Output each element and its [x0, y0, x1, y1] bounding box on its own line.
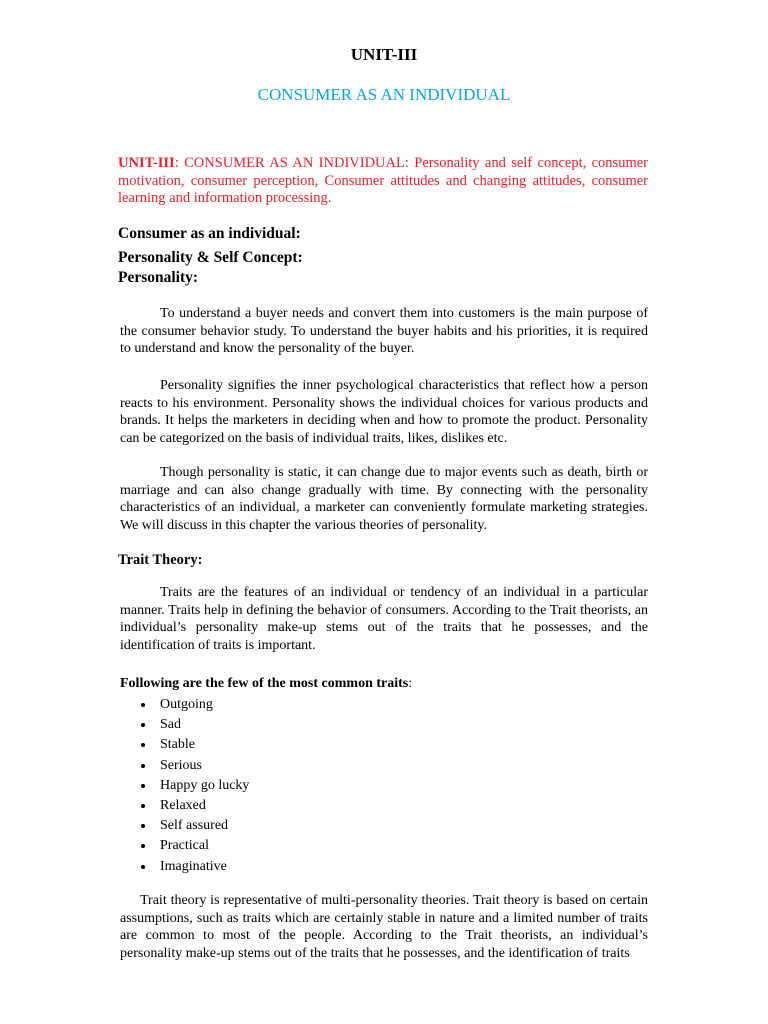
list-item: Self assured — [140, 816, 249, 836]
paragraph-traits-definition: Traits are the features of an individual or tendency of an individual in a particular manner. Traits help in defining the behavior of consumers. According to the Trait theorists, an individual’s personality make-up stems out of the traits that he possesses, and the identification of traits is important. — [120, 585, 648, 653]
heading-trait-theory: Trait Theory: — [118, 552, 203, 568]
unit-subtitle: CONSUMER AS AN INDIVIDUAL — [257, 85, 511, 104]
traits-intro-text: Following are the few of the most common traits — [120, 676, 409, 691]
paragraph-trait-theory-assumptions: Trait theory is representative of multi-personality theories. Trait theory is based on certain assumptions, such as traits which are certainly stable in nature and a limited number of traits are common to most of the people. According to the Trait theorists, an individual’s personality make-up stems out of the traits that he possesses, and the identification of traits — [120, 893, 648, 961]
paragraph-personality-definition: Personality signifies the inner psychological characteristics that reflect how a person reacts to his environment. Personality shows the individual choices for various products and brands. It helps the marketers in deciding when and how to promote the product. Personality can be categorized on the basis of individual traits, likes, dislikes etc. — [120, 378, 648, 446]
list-item: Practical — [140, 836, 249, 856]
traits-intro — [120, 676, 412, 692]
list-item: Serious — [140, 756, 249, 776]
unit-heading: UNIT-III — [350, 45, 418, 64]
heading-personality-self-concept: Personality & Self Concept: — [118, 249, 303, 266]
syllabus-summary — [118, 155, 648, 208]
list-item: Stable — [140, 735, 249, 755]
list-item: Imaginative — [140, 857, 249, 877]
syllabus-text: : CONSUMER AS AN INDIVIDUAL: Personality and self concept, consumer motivation, consumer perception, Consumer attitudes and changing attitudes, consumer learning and information processing. — [118, 155, 648, 206]
syllabus-label: UNIT-III — [118, 155, 175, 171]
paragraph-personality-change: Though personality is static, it can change due to major events such as death, birth or marriage and can also change gradually with time. By connecting with the personality characteristics of an individual, a marketer can conveniently formulate marketing strategies. We will discuss in this chapter the various theories of personality. — [120, 465, 648, 533]
heading-personality: Personality: — [118, 269, 199, 286]
list-item: Relaxed — [140, 796, 249, 816]
paragraph-purpose: To understand a buyer needs and convert them into customers is the main purpose of the consumer behavior study. To understand the buyer habits and his priorities, it is required to understand and know the personality of the buyer. — [120, 306, 648, 356]
list-item: Happy go lucky — [140, 776, 249, 796]
list-item: Outgoing — [140, 695, 249, 715]
traits-intro-colon: : — [408, 676, 413, 691]
list-item: Sad — [140, 715, 249, 735]
heading-consumer-individual: Consumer as an individual: — [118, 225, 301, 242]
traits-list — [140, 695, 249, 877]
